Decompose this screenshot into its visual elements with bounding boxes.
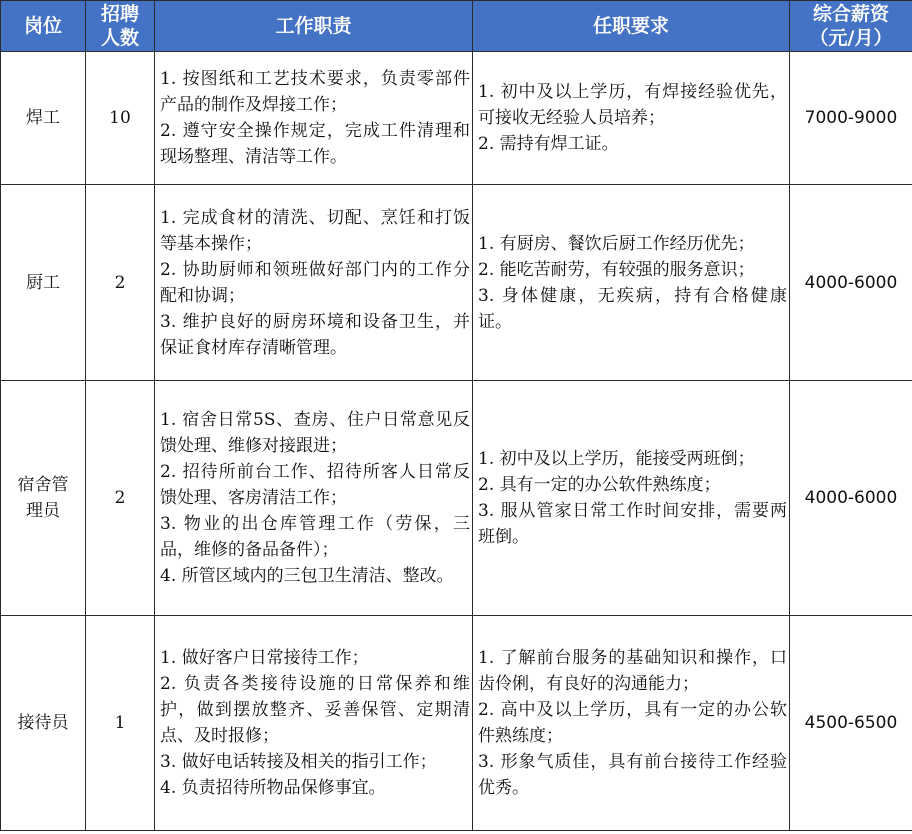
headcount-cell: 1 bbox=[86, 616, 155, 831]
duty-item: 1. 宿舍日常5S、查房、住户日常意见反馈处理、维修对接跟进； bbox=[160, 410, 470, 456]
position-cell: 接待员 bbox=[1, 616, 86, 831]
salary-cell: 4000-6000 bbox=[790, 381, 912, 616]
requirement-item: 2. 高中及以上学历，具有一定的办公软件熟练度； bbox=[478, 700, 787, 746]
duty-item: 3. 维护良好的厨房环境和设备卫生，并保证食材库存清晰管理。 bbox=[160, 311, 470, 358]
requirement-item: 2. 具有一定的办公软件熟练度； bbox=[478, 475, 721, 495]
header-salary: 综合薪资（元/月） bbox=[790, 1, 912, 52]
duty-item: 2. 协助厨师和领班做好部门内的工作分配和协调； bbox=[160, 259, 470, 306]
requirements-cell bbox=[473, 185, 790, 381]
position-cell: 宿舍管理员 bbox=[1, 381, 86, 616]
header-headcount: 招聘人数 bbox=[86, 1, 155, 52]
header-requirements: 任职要求 bbox=[473, 1, 790, 52]
duty-item: 3. 做好电话转接及相关的指引工作； bbox=[160, 752, 437, 772]
table-row bbox=[1, 185, 912, 381]
table-header-row bbox=[1, 1, 912, 52]
header-duties: 工作职责 bbox=[155, 1, 473, 52]
requirements-cell bbox=[473, 616, 790, 831]
headcount-cell: 2 bbox=[86, 185, 155, 381]
requirement-item: 3. 形象气质佳，具有前台接待工作经验优秀。 bbox=[478, 752, 787, 798]
duty-item: 4. 负责招待所物品保修事宜。 bbox=[160, 778, 386, 798]
headcount-cell: 2 bbox=[86, 381, 155, 616]
requirements-cell bbox=[473, 52, 790, 185]
duty-item: 2. 负责各类接待设施的日常保养和维护，做到摆放整齐、妥善保管、定期清点、及时报修； bbox=[160, 674, 470, 746]
duties-cell bbox=[155, 616, 473, 831]
position-cell: 焊工 bbox=[1, 52, 86, 185]
duty-item: 1. 完成食材的清洗、切配、烹饪和打饭等基本操作； bbox=[160, 207, 470, 254]
duties-cell bbox=[155, 381, 473, 616]
duty-item: 1. 做好客户日常接待工作； bbox=[160, 648, 369, 668]
duty-item: 2. 招待所前台工作、招待所客人日常反馈处理、客房清洁工作； bbox=[160, 462, 470, 508]
salary-cell: 4500-6500 bbox=[790, 616, 912, 831]
requirement-item: 3. 身体健康，无疾病，持有合格健康证。 bbox=[478, 285, 787, 332]
requirement-item: 3. 服从管家日常工作时间安排，需要两班倒。 bbox=[478, 501, 787, 547]
salary-cell: 7000-9000 bbox=[790, 52, 912, 185]
position-cell: 厨工 bbox=[1, 185, 86, 381]
duty-item: 4. 所管区域内的三包卫生清洁、整改。 bbox=[160, 566, 454, 586]
table-row bbox=[1, 616, 912, 831]
requirement-item: 2. 能吃苦耐劳，有较强的服务意识； bbox=[478, 259, 755, 280]
duty-item: 2. 遵守安全操作规定，完成工件清理和现场整理、清洁等工作。 bbox=[160, 121, 470, 167]
requirements-cell bbox=[473, 381, 790, 616]
duty-item: 1. 按图纸和工艺技术要求，负责零部件产品的制作及焊接工作； bbox=[160, 69, 470, 115]
requirement-item: 1. 初中及以上学历，有焊接经验优先，可接收无经验人员培养； bbox=[478, 82, 787, 128]
table-row bbox=[1, 381, 912, 616]
duty-item: 3. 物业的出仓库管理工作（劳保，三品，维修的备品备件）； bbox=[160, 514, 470, 560]
requirement-item: 2. 需持有焊工证。 bbox=[478, 134, 619, 154]
table-row bbox=[1, 52, 912, 185]
header-position: 岗位 bbox=[1, 1, 86, 52]
requirement-item: 1. 有厨房、餐饮后厨工作经历优先； bbox=[478, 233, 755, 254]
requirement-item: 1. 初中及以上学历，能接受两班倒； bbox=[478, 449, 755, 469]
headcount-cell: 10 bbox=[86, 52, 155, 185]
requirement-item: 1. 了解前台服务的基础知识和操作，口齿伶俐，有良好的沟通能力； bbox=[478, 648, 787, 694]
duties-cell bbox=[155, 185, 473, 381]
duties-cell bbox=[155, 52, 473, 185]
salary-cell: 4000-6000 bbox=[790, 185, 912, 381]
